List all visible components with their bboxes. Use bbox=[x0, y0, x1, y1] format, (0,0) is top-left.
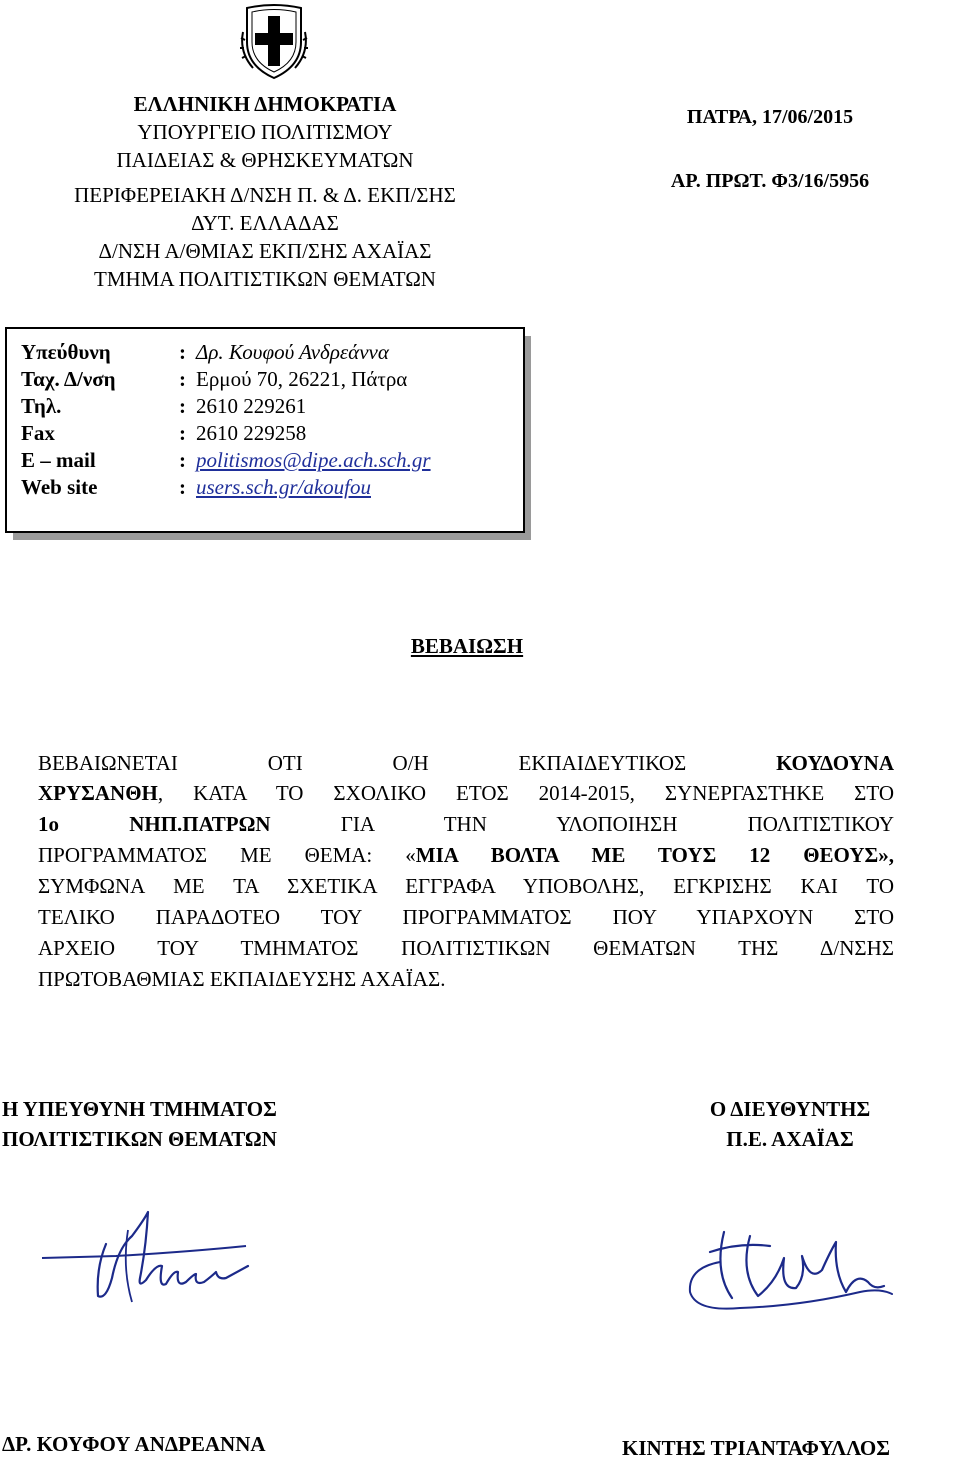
contact-colon: : bbox=[179, 340, 186, 364]
right-handwritten-signature bbox=[680, 1212, 900, 1322]
contact-value-address: Ερμού 70, 26221, Πάτρα bbox=[196, 367, 408, 391]
teacher-surname: ΚΟΥΔΟΥΝΑ bbox=[776, 751, 894, 775]
place-date: ΠΑΤΡΑ, 17/06/2015 bbox=[686, 106, 854, 128]
teacher-firstname: ΧΡΥΣΑΝΘΗ bbox=[38, 781, 158, 805]
contact-value-responsible: Δρ. Κουφού Ανδρεάννα bbox=[196, 340, 389, 364]
contact-label: E – mail bbox=[21, 448, 96, 472]
protocol-number: ΑΡ. ΠΡΩΤ. Φ3/16/5956 bbox=[670, 170, 870, 192]
authority-line-ministry: ΥΠΟΥΡΓΕΙΟ ΠΟΛΙΤΙΣΜΟΥ bbox=[137, 120, 393, 144]
authority-line-region-name: ΔΥΤ. ΕΛΛΑΔΑΣ bbox=[191, 211, 339, 235]
certificate-title: ΒΕΒΑΙΩΣΗ bbox=[410, 634, 524, 658]
website-link[interactable]: users.sch.gr/akoufou bbox=[196, 475, 371, 499]
contact-colon: : bbox=[179, 475, 186, 499]
authority-line-department: ΤΜΗΜΑ ΠΟΛΙΤΙΣΤΙΚΩΝ ΘΕΜΑΤΩΝ bbox=[94, 267, 436, 291]
contact-colon: : bbox=[179, 421, 186, 445]
coat-of-arms-emblem bbox=[239, 2, 309, 80]
right-signatory-name: ΚΙΝΤΗΣ ΤΡΙΑΝΤΑΦΥΛΛΟΣ bbox=[622, 1436, 890, 1460]
body-text: , ΚΑΤΑ ΤΟ ΣΧΟΛΙΚΟ ΕΤΟΣ 2014-2015, ΣΥΝΕΡΓΑΣΤΗΚΕ ΣΤΟ bbox=[157, 781, 894, 805]
body-line-5: ΣΥΜΦΩΝΑ ΜΕ ΤΑ ΣΧΕΤΙΚΑ ΕΓΓΡΑΦΑ ΥΠΟΒΟΛΗΣ, ΕΓΚΡΙΣΗΣ ΚΑΙ ΤΟ bbox=[38, 874, 894, 898]
left-signatory-name: ΔΡ. ΚΟΥΦΟΥ ΑΝΔΡΕΑΝΝΑ bbox=[2, 1432, 266, 1456]
left-signatory-title-1: Η ΥΠΕΥΘΥΝΗ ΤΜΗΜΑΤΟΣ bbox=[2, 1097, 277, 1121]
left-signatory-title-2: ΠΟΛΙΤΙΣΤΙΚΩΝ ΘΕΜΑΤΩΝ bbox=[2, 1127, 277, 1151]
contact-colon: : bbox=[179, 394, 186, 418]
body-line-1 bbox=[38, 748, 894, 778]
left-handwritten-signature bbox=[36, 1208, 276, 1313]
body-text: ΠΡΟΓΡΑΜΜΑΤΟΣ ΜΕ ΘΕΜΑ: « bbox=[38, 843, 416, 867]
contact-colon: : bbox=[179, 448, 186, 472]
contact-label: Fax bbox=[21, 421, 55, 445]
contact-colon: : bbox=[179, 367, 186, 391]
email-link[interactable]: politismos@dipe.ach.sch.gr bbox=[196, 448, 431, 472]
body-line-4 bbox=[38, 840, 894, 870]
contact-label: Ταχ. Δ/νση bbox=[21, 367, 116, 391]
body-line-6: ΤΕΛΙΚΟ ΠΑΡΑΔΟΤΕΟ ΤΟΥ ΠΡΟΓΡΑΜΜΑΤΟΣ ΠΟΥ ΥΠΑΡΧΟΥΝ ΣΤΟ bbox=[38, 905, 894, 929]
body-text: ΓΙΑ ΤΗΝ ΥΛΟΠΟΙΗΣΗ ΠΟΛΙΤΙΣΤΙΚΟΥ bbox=[270, 812, 894, 836]
authority-line-ministry-2: ΠΑΙΔΕΙΑΣ & ΘΡΗΣΚΕΥΜΑΤΩΝ bbox=[116, 148, 414, 172]
contact-label: Υπεύθυνη bbox=[21, 340, 111, 364]
body-line-8: ΠΡΩΤΟΒΑΘΜΙΑΣ ΕΚΠΑΙΔΕΥΣΗΣ ΑΧΑΪΑΣ. bbox=[38, 967, 446, 991]
body-line-2 bbox=[38, 778, 894, 808]
contact-value-fax: 2610 229258 bbox=[196, 421, 307, 445]
body-text: ΒΕΒΑΙΩΝΕΤΑΙ ΟΤΙ Ο/Η ΕΚΠΑΙΔΕΥΤΙΚΟΣ bbox=[38, 751, 777, 775]
body-text: », bbox=[878, 843, 894, 867]
body-line-3 bbox=[38, 809, 894, 839]
contact-label: Τηλ. bbox=[21, 394, 62, 418]
authority-line-directorate: Δ/ΝΣΗ Α/ΘΜΙΑΣ ΕΚΠ/ΣΗΣ ΑΧΑΪΑΣ bbox=[98, 239, 432, 263]
contact-value-phone: 2610 229261 bbox=[196, 394, 307, 418]
school-name: 1ο ΝΗΠ.ΠΑΤΡΩΝ bbox=[38, 812, 271, 836]
right-signatory-title-2: Π.Ε. ΑΧΑΪΑΣ bbox=[726, 1127, 854, 1151]
body-line-7: ΑΡΧΕΙΟ ΤΟΥ ΤΜΗΜΑΤΟΣ ΠΟΛΙΤΙΣΤΙΚΩΝ ΘΕΜΑΤΩΝ ΤΗΣ Δ/ΝΣΗΣ bbox=[38, 936, 894, 960]
program-title: ΜΙΑ ΒΟΛΤΑ ΜΕ ΤΟΥΣ 12 ΘΕΟΥΣ bbox=[415, 843, 879, 867]
contact-label: Web site bbox=[21, 475, 98, 499]
contact-box bbox=[5, 327, 525, 533]
authority-line-regional: ΠΕΡΙΦΕΡΕΙΑΚΗ Δ/ΝΣΗ Π. & Δ. ΕΚΠ/ΣΗΣ bbox=[74, 183, 456, 207]
right-signatory-title-1: Ο ΔΙΕΥΘΥΝΤΗΣ bbox=[709, 1097, 871, 1121]
authority-line-republic: ΕΛΛΗΝΙΚΗ ΔΗΜΟΚΡΑΤΙΑ bbox=[133, 92, 397, 116]
